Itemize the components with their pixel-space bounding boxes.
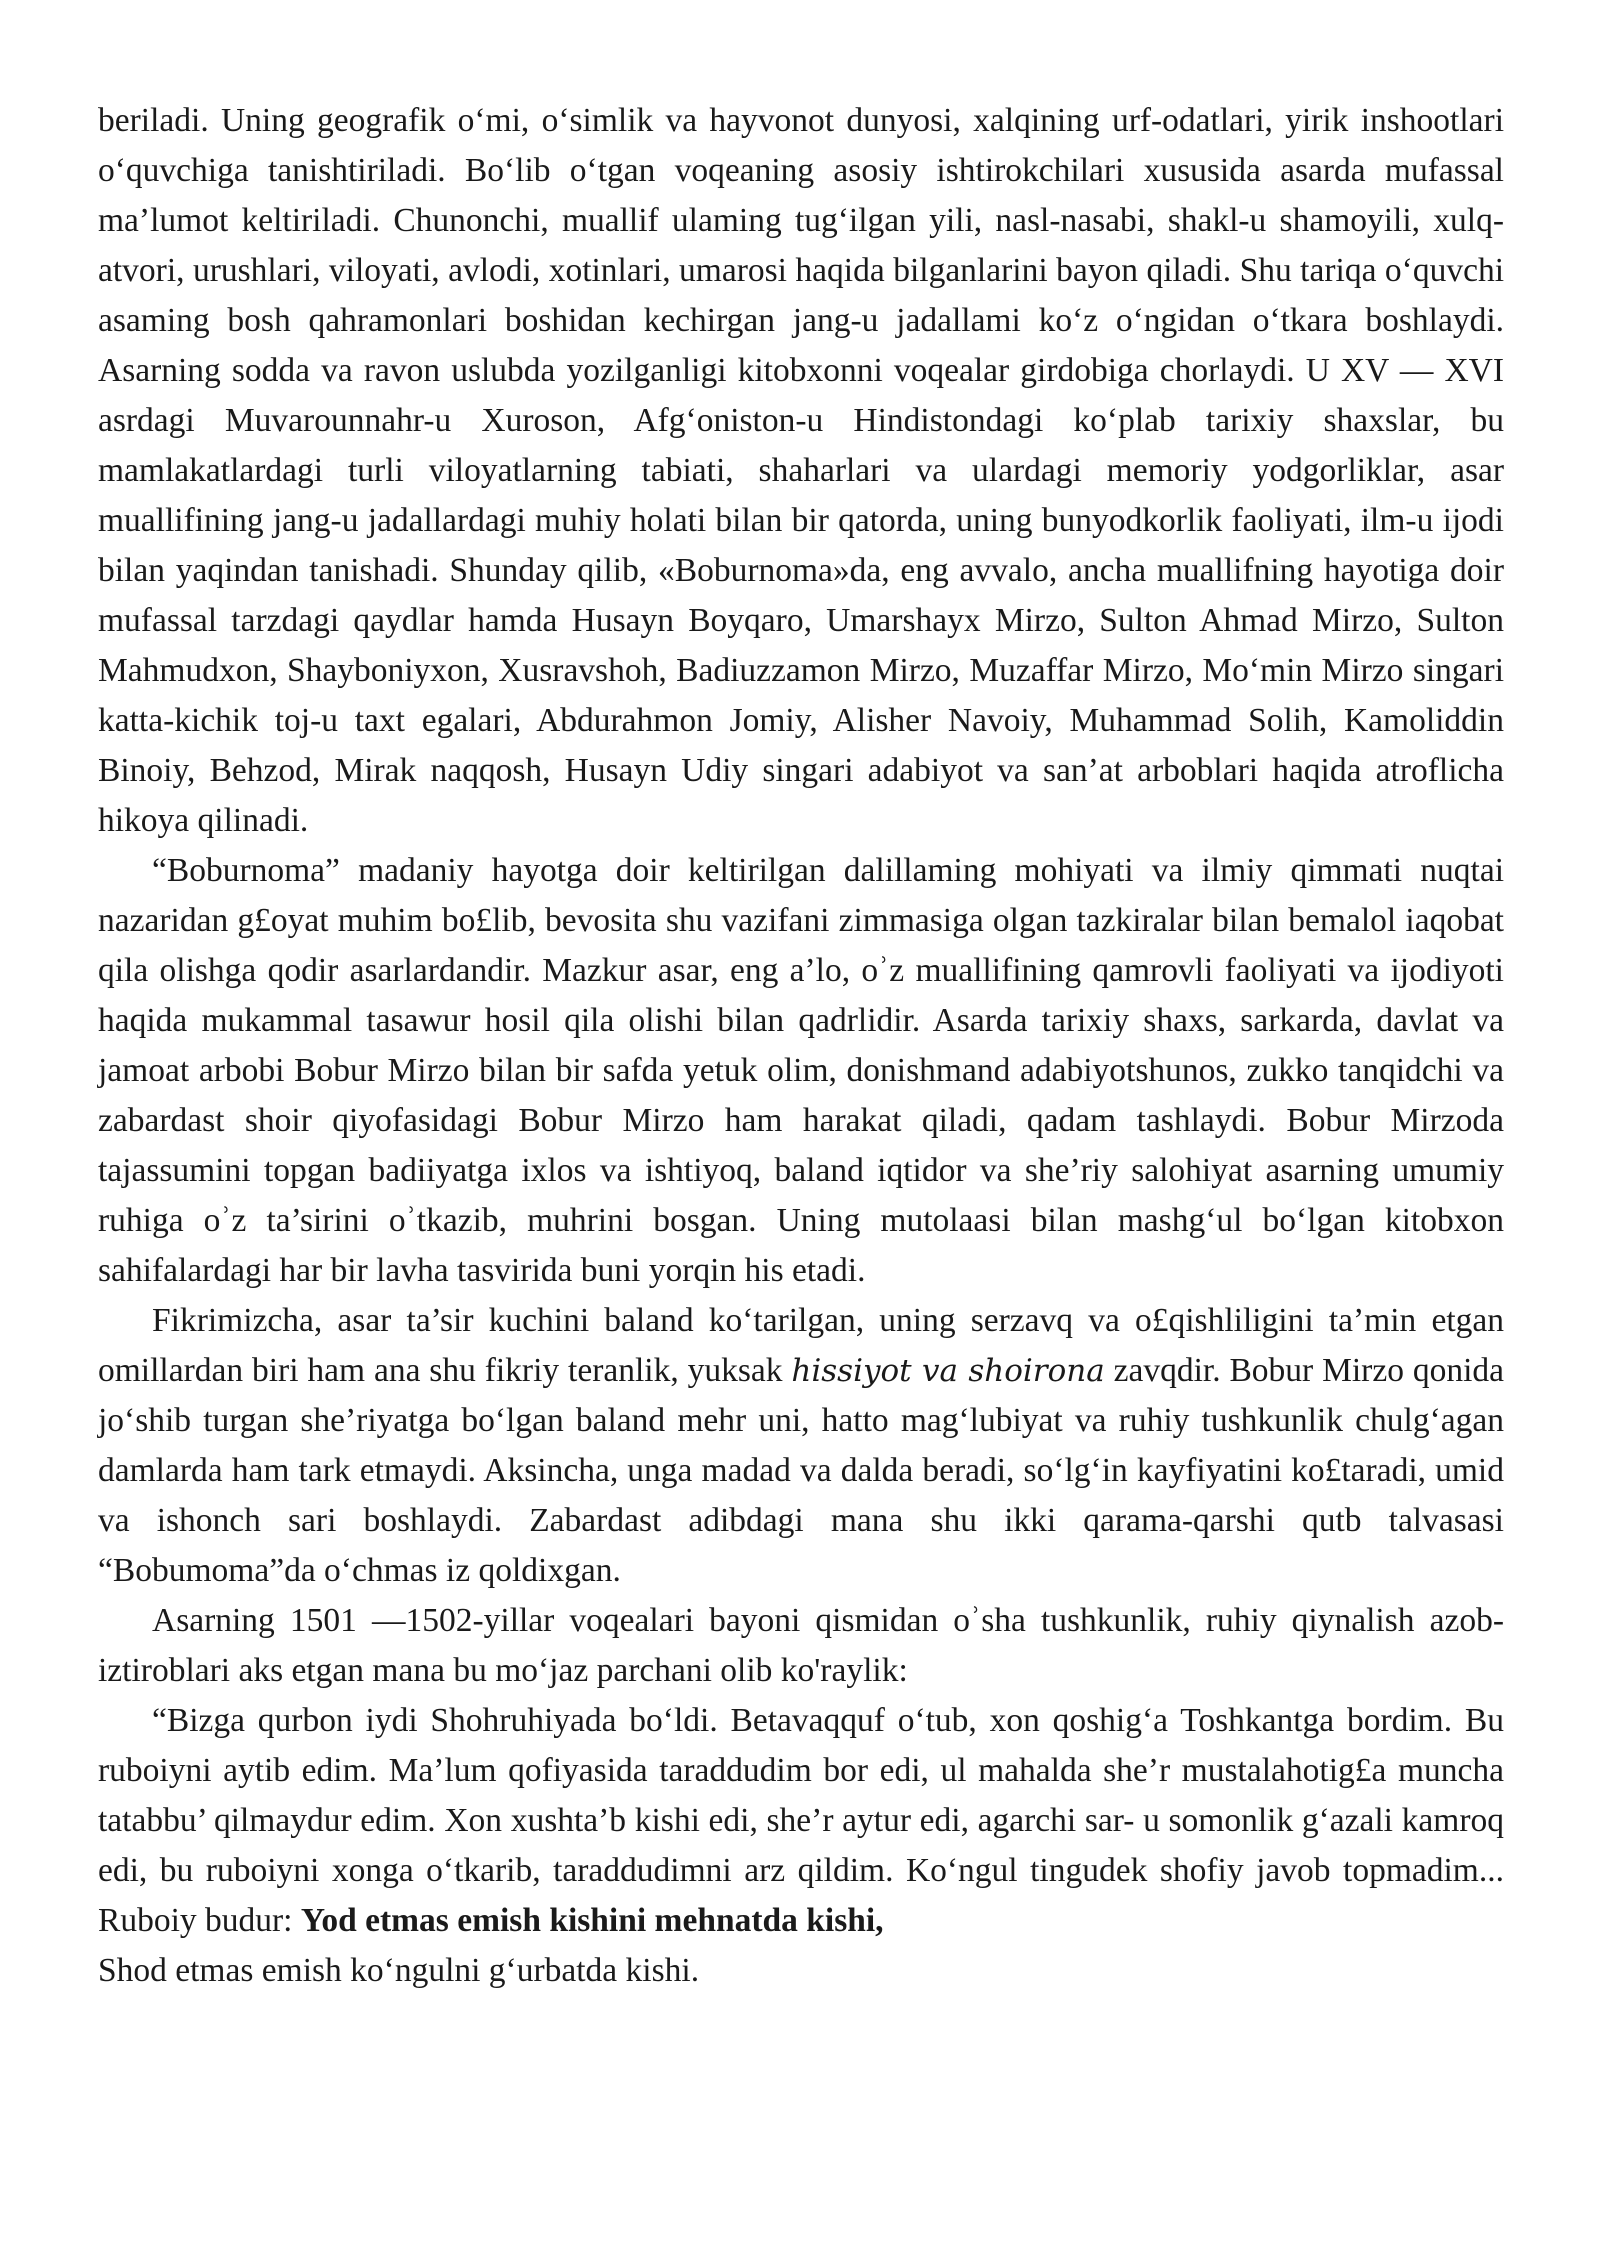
ruboiy-first-line: Yod etmas emish kishini mehnatda kishi, (300, 1902, 884, 1939)
paragraph-1: beriladi. Uning geografik o‘mi, o‘simlik va hayvonot dunyosi, xalqining urf-odatlari, yirik inshootlari o‘quvchiga tanishtiriladi. Bo‘lib o‘tgan voqeaning asosiy ishtirokchilari xususida asarda mufassal ma’lumot keltiriladi. Chunonchi, muallif ulaming tug‘ilgan yili, nasl-nasabi, shakl-u shamoyili, xulq-atvori, urushlari, viloyati, avlodi, xotinlari, umarosi haqida bilganlarini bayon qiladi. Shu tariqa o‘quvchi asaming bosh qahramonlari boshidan kechirgan jang-u jadallami ko‘z o‘ngidan o‘tkara boshlaydi. Asarning sodda va ravon uslubda yozilganligi kitobxonni voqealar girdobiga chorlaydi. U XV — XVI asrdagi Muvarounnahr-u Xuroson, Afg‘oniston-u Hindistondagi ko‘plab tarixiy shaxslar, bu mamlakatlardagi turli viloyatlarning tabiati, shaharlari va ulardagi memoriy yodgorliklar, asar muallifining jang-u jadallardagi muhiy holati bilan bir qatorda, uning bunyodkorlik faoliyati, ilm-u ijodi bilan yaqindan tanishadi. Shunday qilib, «Boburnoma»da, eng avvalo, ancha muallifning hayotiga doir mufassal tarzdagi qaydlar hamda Husayn Boyqaro, Umarshayx Mirzo, Sulton Ahmad Mirzo, Sulton Mahmudxon, Shayboniyxon, Xusravshoh, Badiuzzamon Mirzo, Muzaffar Mirzo, Mo‘min Mirzo singari katta-kichik toj-u taxt egalari, Abdurahmon Jomiy, Alisher Navoiy, Muhammad Solih, Kamoliddin Binoiy, Behzod, Mirak naqqosh, Husayn Udiy singari adabiyot va san’at arboblari haqida atroflicha hikoya qilinadi. (98, 102, 1504, 839)
paragraph-4: Asarning 1501 —1502-yillar voqealari bayoni qismidan oʾsha tushkunlik, ruhiy qiynalish azob-iztiroblari aks etgan mana bu mo‘jaz parchani olib ko'raylik: (98, 1602, 1504, 1689)
ruboiy-second-line: Shod etmas emish ko‘ngulni g‘urbatda kishi. (98, 1952, 700, 1989)
paragraph-3-text-start: Fikrimizcha, asar ta’sir kuchini baland ko‘tarilgan, uning serzavq va o£qishliligini ta’min etgan omillardan biri ham ana shu fikriy teranlik, yuksak (98, 1302, 1504, 1389)
paragraph-3 (98, 1296, 1504, 1596)
paragraph-5-quote (98, 1696, 1504, 1946)
paragraph-3-text-end: zavqdir. Bobur Mirzo qonida jo‘shib turgan she’riyatga bo‘lgan baland mehr uni, hatto mag‘lubiyat va ruhiy tushkunlik chulg‘agan damlarda ham tark etmaydi. Aksincha, unga madad va dalda beradi, so‘lg‘in kayfiyatini ko£taradi, umid va ishonch sari boshlaydi. Zabardast adibdagi mana shu ikki qarama-qarshi qutb talvasasi “Bobumoma”da o‘chmas iz qoldixgan. (98, 1352, 1504, 1589)
paragraph-2: “Boburnoma” madaniy hayotga doir keltirilgan dalillaming mohiyati va ilmiy qimmati nuqtai nazaridan g£oyat muhim bo£lib, bevosita shu vazifani zimmasiga olgan tazkiralar bilan bemalol iaqobat qila olishga qodir asarlardandir. Mazkur asar, eng a’lo, oʾz muallifining qamrovli faoliyati va ijodiyoti haqida mukammal tasawur hosil qila olishi bilan qadrlidir. Asarda tarixiy shaxs, sarkarda, davlat va jamoat arbobi Bobur Mirzo bilan bir safda yetuk olim, donishmand adabiyotshunos, zukko tanqidchi va zabardast shoir qiyofasidagi Bobur Mirzo ham harakat qiladi, qadam tashlaydi. Bobur Mirzoda tajassumini topgan badiiyatga ixlos va ishtiyoq, baland iqtidor va she’riy salohiyat asarning umumiy ruhiga oʾz ta’sirini oʾtkazib, muhrini bosgan. Uning mutolaasi bilan mashg‘ul bo‘lgan kitobxon sahifalardagi har bir lavha tasvirida buni yorqin his etadi. (98, 852, 1504, 1289)
document-page (98, 96, 1504, 1996)
quote-text: “Bizga qurbon iydi Shohruhiyada bo‘ldi. Betavaqquf o‘tub, xon qoshig‘a Toshkantga bordim. Bu ruboiyni aytib edim. Ma’lum qofiyasida taraddudim bor edi, ul mahalda she’r mustalahotig£a muncha tatabbu’ qilmaydur edim. Xon xushta’b kishi edi, she’r aytur edi, agarchi sar- u somonlik g‘azali kamroq edi, bu ruboiyni xonga o‘tkarib, taraddudimni arz qildim. Ko‘ngul tingudek shofiy javob topmadim... Ruboiy budur: (98, 1702, 1504, 1939)
italic-phrase: hissiyot va shoirona (791, 1353, 1105, 1389)
